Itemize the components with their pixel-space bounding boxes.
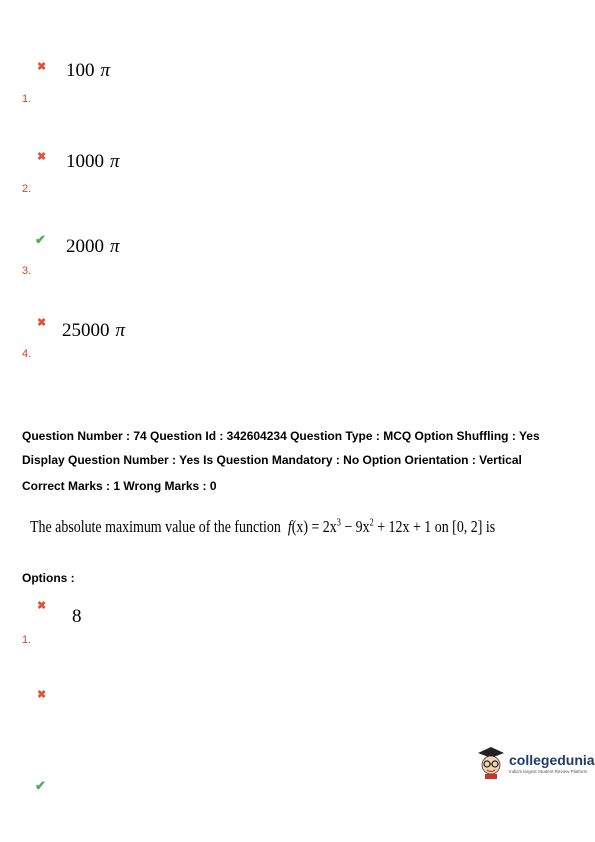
option-value: 100 π xyxy=(66,60,111,81)
wrong-mark-icon: ✖ xyxy=(37,151,47,163)
option-number: 2. xyxy=(22,183,32,195)
wrong-mark-icon: ✖ xyxy=(37,600,47,612)
wrong-mark-icon: ✖ xyxy=(37,317,47,329)
collegedunia-logo xyxy=(476,746,595,780)
option-value: 8 xyxy=(72,606,82,627)
wrong-mark-icon: ✖ xyxy=(37,61,47,73)
question-meta-line: Correct Marks : 1 Wrong Marks : 0 xyxy=(22,479,217,493)
option-number: 1. xyxy=(22,93,32,105)
option-value: 1000 π xyxy=(66,151,120,172)
option-value: 25000 π xyxy=(62,320,126,341)
option-value: 2000 π xyxy=(66,236,120,257)
correct-check-icon: ✔ xyxy=(35,778,46,793)
graduate-mascot-icon xyxy=(476,746,506,780)
option-number: 4. xyxy=(22,348,32,360)
logo-tagline: India's largest Student Review Platform xyxy=(509,769,588,774)
correct-check-icon: ✔ xyxy=(35,232,46,247)
options-label: Options : xyxy=(22,571,75,585)
question-text: The absolute maximum value of the function $f(x) = 2x^3 - 9x^2 + 12x + 1$ on [0, 2] is xyxy=(30,517,496,536)
question-meta-line: Question Number : 74 Question Id : 342604234 Question Type : MCQ Option Shuffling : Yes xyxy=(22,429,540,443)
logo-name: collegedunia xyxy=(509,752,595,768)
option-number: 1. xyxy=(22,634,32,646)
option-number: 3. xyxy=(22,265,32,277)
question-meta-line: Display Question Number : Yes Is Question Mandatory : No Option Orientation : Vertical xyxy=(22,453,522,467)
wrong-mark-icon: ✖ xyxy=(37,689,47,701)
